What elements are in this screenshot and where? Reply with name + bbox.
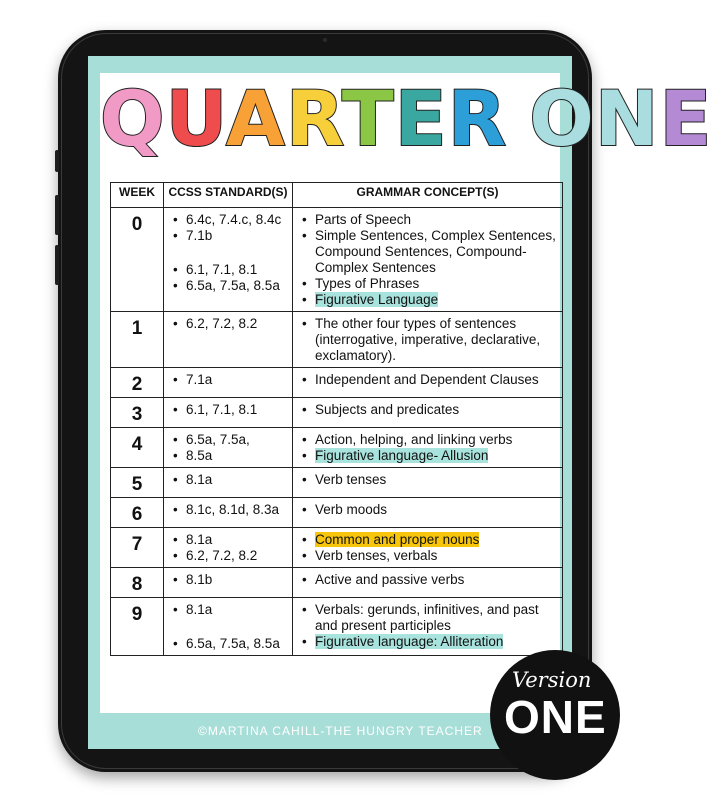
- week-number: 9: [111, 598, 164, 656]
- concept-list: [299, 472, 558, 488]
- standard-list: [170, 316, 288, 332]
- table-row: [111, 598, 563, 656]
- concept-item: [299, 212, 558, 228]
- header-standards: CCSS STANDARD(S): [164, 183, 293, 208]
- concepts-cell: [293, 368, 563, 398]
- concept-text: Figurative Language: [315, 292, 439, 307]
- standard-item: [170, 262, 288, 278]
- standards-cell: [164, 428, 293, 468]
- standard-item: [170, 212, 288, 228]
- standard-list: [170, 372, 288, 388]
- table-body: [111, 208, 563, 656]
- concept-list: [299, 432, 558, 464]
- standard-list: [170, 502, 288, 518]
- concept-item: [299, 448, 558, 464]
- concept-text: Verb tenses, verbals: [315, 548, 438, 563]
- standard-item: [170, 278, 288, 294]
- standard-item: [170, 228, 288, 244]
- concept-list: [299, 532, 558, 564]
- standard-text: 8.1b: [186, 572, 213, 587]
- standard-text: 8.1a: [186, 602, 213, 617]
- week-number: 8: [111, 568, 164, 598]
- standard-item: [170, 532, 288, 548]
- week-number: 6: [111, 498, 164, 528]
- standard-text: 6.2, 7.2, 8.2: [186, 316, 258, 331]
- standard-item: [170, 402, 288, 418]
- week-number: 4: [111, 428, 164, 468]
- concepts-cell: [293, 598, 563, 656]
- standard-text: 7.1a: [186, 372, 213, 387]
- week-number: 2: [111, 368, 164, 398]
- concept-item: [299, 634, 558, 650]
- standards-cell: [164, 368, 293, 398]
- title-letter: R: [285, 74, 342, 163]
- standard-text: 7.1b: [186, 228, 213, 243]
- standard-text: 6.2, 7.2, 8.2: [186, 548, 258, 563]
- concept-item: [299, 472, 558, 488]
- standard-list: [170, 432, 288, 464]
- standards-cell: [164, 598, 293, 656]
- concepts-cell: [293, 468, 563, 498]
- concept-list: [299, 602, 558, 650]
- standard-item: [170, 502, 288, 518]
- concept-item: [299, 572, 558, 588]
- standard-list: [170, 532, 288, 564]
- table-row: [111, 368, 563, 398]
- concept-text: Verb tenses: [315, 472, 387, 487]
- title-letter: Q: [100, 74, 166, 163]
- week-number: 0: [111, 208, 164, 312]
- concepts-cell: [293, 208, 563, 312]
- standard-text: 8.1a: [186, 472, 213, 487]
- concept-item: [299, 402, 558, 418]
- title-letter: R: [447, 74, 508, 163]
- concept-text: Action, helping, and linking verbs: [315, 432, 513, 447]
- standard-list: [170, 602, 288, 652]
- week-number: 7: [111, 528, 164, 568]
- concept-item: [299, 502, 558, 518]
- concept-text: Verb moods: [315, 502, 388, 517]
- concept-text: Figurative language- Allusion: [315, 448, 489, 463]
- concept-text: The other four types of sentences (interrogative, imperative, declarative, exclamatory).: [315, 316, 541, 363]
- concept-list: [299, 316, 558, 364]
- standard-text: 6.5a, 7.5a,: [186, 432, 250, 447]
- table-row: [111, 428, 563, 468]
- standard-list: [170, 472, 288, 488]
- volume-up-button: [55, 195, 59, 235]
- concept-item: [299, 532, 558, 548]
- standard-item: [170, 636, 288, 652]
- title-letter: E: [394, 74, 448, 163]
- standards-cell: [164, 528, 293, 568]
- standard-item: [170, 602, 288, 618]
- concept-text: Parts of Speech: [315, 212, 412, 227]
- standard-item: [170, 548, 288, 564]
- copyright-credit: ©MARTINA CAHILL-THE HUNGRY TEACHER: [198, 724, 483, 738]
- header-concepts: GRAMMAR CONCEPT(S): [293, 183, 563, 208]
- standard-text: 6.1, 7.1, 8.1: [186, 262, 258, 277]
- concept-text: Verbals: gerunds, infinitives, and past and present participles: [315, 602, 539, 633]
- concept-item: [299, 602, 558, 634]
- concept-list: [299, 212, 558, 308]
- standard-item: [170, 448, 288, 464]
- standard-list: [170, 212, 288, 294]
- concept-list: [299, 502, 558, 518]
- title-letter: T: [341, 74, 395, 163]
- concept-text: Independent and Dependent Clauses: [315, 372, 539, 387]
- page-title: [100, 74, 712, 163]
- concepts-cell: [293, 428, 563, 468]
- concept-text: Subjects and predicates: [315, 402, 460, 417]
- version-badge: [490, 650, 620, 780]
- concepts-cell: [293, 498, 563, 528]
- standards-cell: [164, 468, 293, 498]
- badge-version-label: Version: [512, 668, 592, 692]
- week-number: 1: [111, 312, 164, 368]
- table-row: [111, 398, 563, 428]
- standard-item: [170, 316, 288, 332]
- concept-item: [299, 432, 558, 448]
- concept-item: [299, 276, 558, 292]
- title-letter: U: [165, 74, 226, 163]
- concept-item: [299, 548, 558, 564]
- concept-list: [299, 402, 558, 418]
- table-row: [111, 568, 563, 598]
- standard-item: [170, 572, 288, 588]
- standard-item: [170, 372, 288, 388]
- concepts-cell: [293, 312, 563, 368]
- concept-item: [299, 292, 558, 308]
- standard-list: [170, 402, 288, 418]
- standard-text: 6.4c, 7.4.c, 8.4c: [186, 212, 282, 227]
- standard-text: 8.5a: [186, 448, 213, 463]
- curriculum-table: [110, 182, 563, 656]
- standards-cell: [164, 398, 293, 428]
- concepts-cell: [293, 568, 563, 598]
- concept-list: [299, 572, 558, 588]
- title-letter: A: [225, 74, 286, 163]
- header-week: WEEK: [111, 183, 164, 208]
- table-row: [111, 498, 563, 528]
- concept-text: Simple Sentences, Complex Sentences, Compound Sentences, Compound-Complex Sentences: [315, 228, 556, 275]
- concept-text: Figurative language: Alliteration: [315, 634, 504, 649]
- table-row: [111, 208, 563, 312]
- table-row: [111, 468, 563, 498]
- standard-text: 6.5a, 7.5a, 8.5a: [186, 278, 280, 293]
- document-page: [100, 73, 712, 713]
- volume-down-button: [55, 245, 59, 285]
- title-letter: O: [529, 74, 595, 163]
- concept-item: [299, 228, 558, 276]
- concepts-cell: [293, 398, 563, 428]
- standard-text: 8.1a: [186, 532, 213, 547]
- standard-text: 6.1, 7.1, 8.1: [186, 402, 258, 417]
- standard-list: [170, 572, 288, 588]
- table-header-row: [111, 183, 563, 208]
- title-letter: N: [594, 74, 660, 163]
- concept-text: Types of Phrases: [315, 276, 420, 291]
- standards-cell: [164, 208, 293, 312]
- concept-text: Common and proper nouns: [315, 532, 480, 547]
- title-letter: E: [659, 74, 712, 163]
- standard-text: 6.5a, 7.5a, 8.5a: [186, 636, 280, 651]
- standard-item: [170, 472, 288, 488]
- week-number: 3: [111, 398, 164, 428]
- standard-text: 8.1c, 8.1d, 8.3a: [186, 502, 280, 517]
- camera-dot: [323, 38, 327, 42]
- badge-version-number: ONE: [504, 691, 607, 743]
- concept-item: [299, 372, 558, 388]
- standards-cell: [164, 568, 293, 598]
- standards-cell: [164, 312, 293, 368]
- table-row: [111, 312, 563, 368]
- tablet-screen: [88, 56, 712, 749]
- standard-item: [170, 432, 288, 448]
- concept-text: Active and passive verbs: [315, 572, 465, 587]
- concept-item: [299, 316, 558, 364]
- side-button: [55, 150, 59, 172]
- concept-list: [299, 372, 558, 388]
- standards-cell: [164, 498, 293, 528]
- table-row: [111, 528, 563, 568]
- week-number: 5: [111, 468, 164, 498]
- concepts-cell: [293, 528, 563, 568]
